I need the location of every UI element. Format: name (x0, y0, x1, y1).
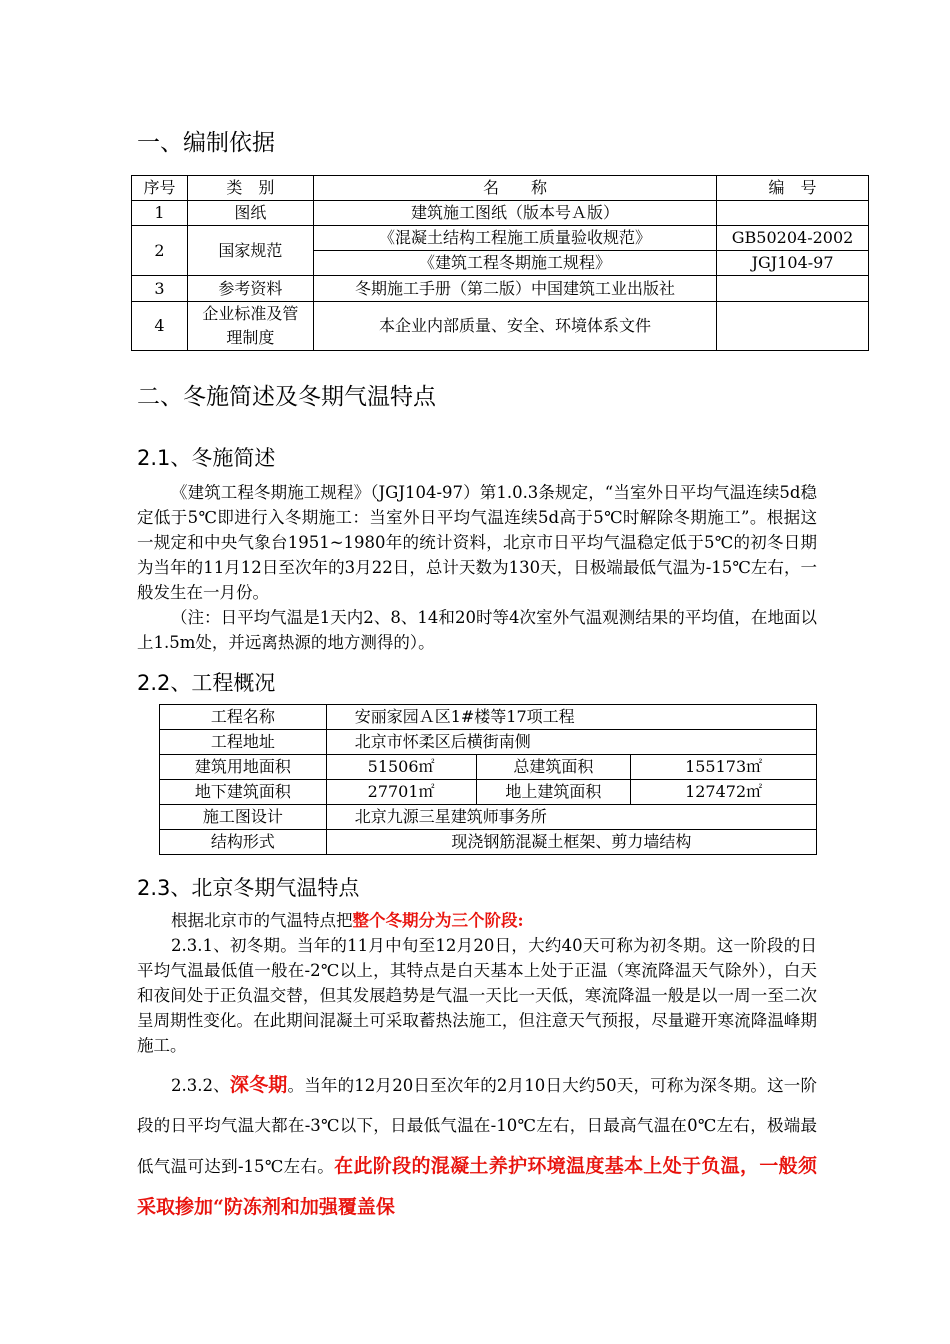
cell-label: 建筑用地面积 (160, 755, 327, 780)
table-header-row (132, 176, 869, 201)
cell-label: 地下建筑面积 (160, 780, 327, 805)
cell-value: 北京九源三星建筑师事务所 (326, 805, 816, 830)
row-name: 《建筑工程冬期施工规程》 (313, 251, 716, 276)
cell-value: 安丽家园Ａ区1#楼等17项工程 (326, 705, 816, 730)
section-1-title: 一、编制依据 (137, 130, 275, 156)
row-code (717, 276, 869, 302)
section-2-title: 二、冬施简述及冬期气温特点 (137, 384, 436, 410)
row-name: 《混凝土结构工程施工质量验收规范》 (313, 226, 716, 251)
table-row (132, 226, 869, 251)
row-code: JGJ104-97 (717, 251, 869, 276)
cell-value: 北京市怀柔区后横街南侧 (326, 730, 816, 755)
section-2-2-title: 2.2、工程概况 (137, 671, 276, 695)
header-name: 名 称 (313, 176, 716, 201)
cell-value: 127472㎡ (631, 780, 817, 805)
row-name: 建筑施工图纸（版本号Ａ版） (313, 201, 716, 226)
table-row (132, 276, 869, 302)
intro-paragraph (137, 908, 817, 933)
table-row (160, 805, 817, 830)
table-row (160, 755, 817, 780)
row-no: 3 (132, 276, 188, 302)
table-row (160, 730, 817, 755)
cell-value: 51506㎡ (326, 755, 476, 780)
row-category-text: 企业标准及管理制度 (202, 304, 299, 347)
p2-highlight-tail: 在此阶段的混凝土养护环境温度基本上处于负温，一般须采取掺加“防冻剂和加强覆盖保 (137, 1155, 817, 1218)
paragraph: 《建筑工程冬期施工规程》（JGJ104-97）第1.0.3条规定，“当室外日平均气温连续5d稳定低于5℃即进行入冬期施工：当室外日平均气温连续5d高于5℃时解除冬期施工”。根据这一规定和中央气象台1951~1980年的统计资料，北京市日平均气温稳定低于5℃的初冬日期为当年的11月12日至次年的3月22日，总计天数为130天，日极端最低气温为-15℃左右，一般发生在一月份。 (137, 483, 817, 602)
row-no: 4 (132, 302, 188, 351)
p2-highlight: 深冬期 (229, 1074, 288, 1096)
intro-text: 根据北京市的气温特点把 (171, 911, 353, 930)
row-category (187, 302, 313, 351)
header-category: 类 别 (187, 176, 313, 201)
row-category: 图纸 (187, 201, 313, 226)
row-code (717, 302, 869, 351)
cell-value: 现浇钢筋混凝土框架、剪力墙结构 (326, 830, 816, 855)
basis-table (131, 175, 869, 351)
cell-label: 地上建筑面积 (476, 780, 631, 805)
cell-value: 27701㎡ (326, 780, 476, 805)
cell-label: 工程名称 (160, 705, 327, 730)
row-category-text: 国家规范 (218, 241, 283, 260)
section-2-1-title: 2.1、冬施简述 (137, 446, 276, 470)
section-2-3-body (137, 908, 817, 1058)
cell-label: 施工图设计 (160, 805, 327, 830)
row-no: 2 (132, 226, 188, 276)
cell-label: 结构形式 (160, 830, 327, 855)
cell-label: 总建筑面积 (476, 755, 631, 780)
paragraph-2-3-2 (137, 1065, 817, 1228)
table-row (132, 201, 869, 226)
p2-prefix: 2.3.2、 (171, 1076, 230, 1095)
cell-label: 工程地址 (160, 730, 327, 755)
table-row (132, 302, 869, 351)
row-no: 1 (132, 201, 188, 226)
note-paragraph: （注：日平均气温是1天内2、8、14和20时等4次室外气温观测结果的平均值，在地面以上1.5m处，并远离热源的地方测得的）。 (137, 608, 817, 652)
p2-body: 。当年的12月20日至次年的2月10日大约50天，可称为深冬期。这一阶段的日平均气温大都在-3℃以下，日最低气温在-10℃左右，日最高气温在0℃左右，极端最低气温可达到-15℃左右。 (137, 1076, 817, 1176)
intro-highlight: 整个冬期分为三个阶段: (352, 911, 524, 930)
row-name: 本企业内部质量、安全、环境体系文件 (313, 302, 716, 351)
section-2-3-title: 2.3、北京冬期气温特点 (137, 876, 360, 900)
header-no: 序号 (132, 176, 188, 201)
row-category (187, 226, 313, 276)
table-row (160, 830, 817, 855)
row-category: 参考资料 (187, 276, 313, 302)
cell-value: 155173㎡ (631, 755, 817, 780)
section-2-1-body (137, 480, 817, 655)
row-name: 冬期施工手册（第二版）中国建筑工业出版社 (313, 276, 716, 302)
row-code (717, 201, 869, 226)
paragraph-2-3-1: 2.3.1、初冬期。当年的11月中旬至12月20日，大约40天可称为初冬期。这一阶段的日平均气温最低值一般在-2℃以上，其特点是白天基本上处于正温（寒流降温天气除外），白天和夜间处于正负温交替，但其发展趋势是气温一天比一天低，寒流降温一般是以一周一至二次呈周期性变化。在此期间混凝土可采取蓄热法施工，但注意天气预报，尽量避开寒流降温峰期施工。 (137, 936, 817, 1055)
table-row (160, 705, 817, 730)
header-code: 编 号 (717, 176, 869, 201)
project-overview-table (159, 704, 817, 855)
row-code: GB50204-2002 (717, 226, 869, 251)
table-row (160, 780, 817, 805)
